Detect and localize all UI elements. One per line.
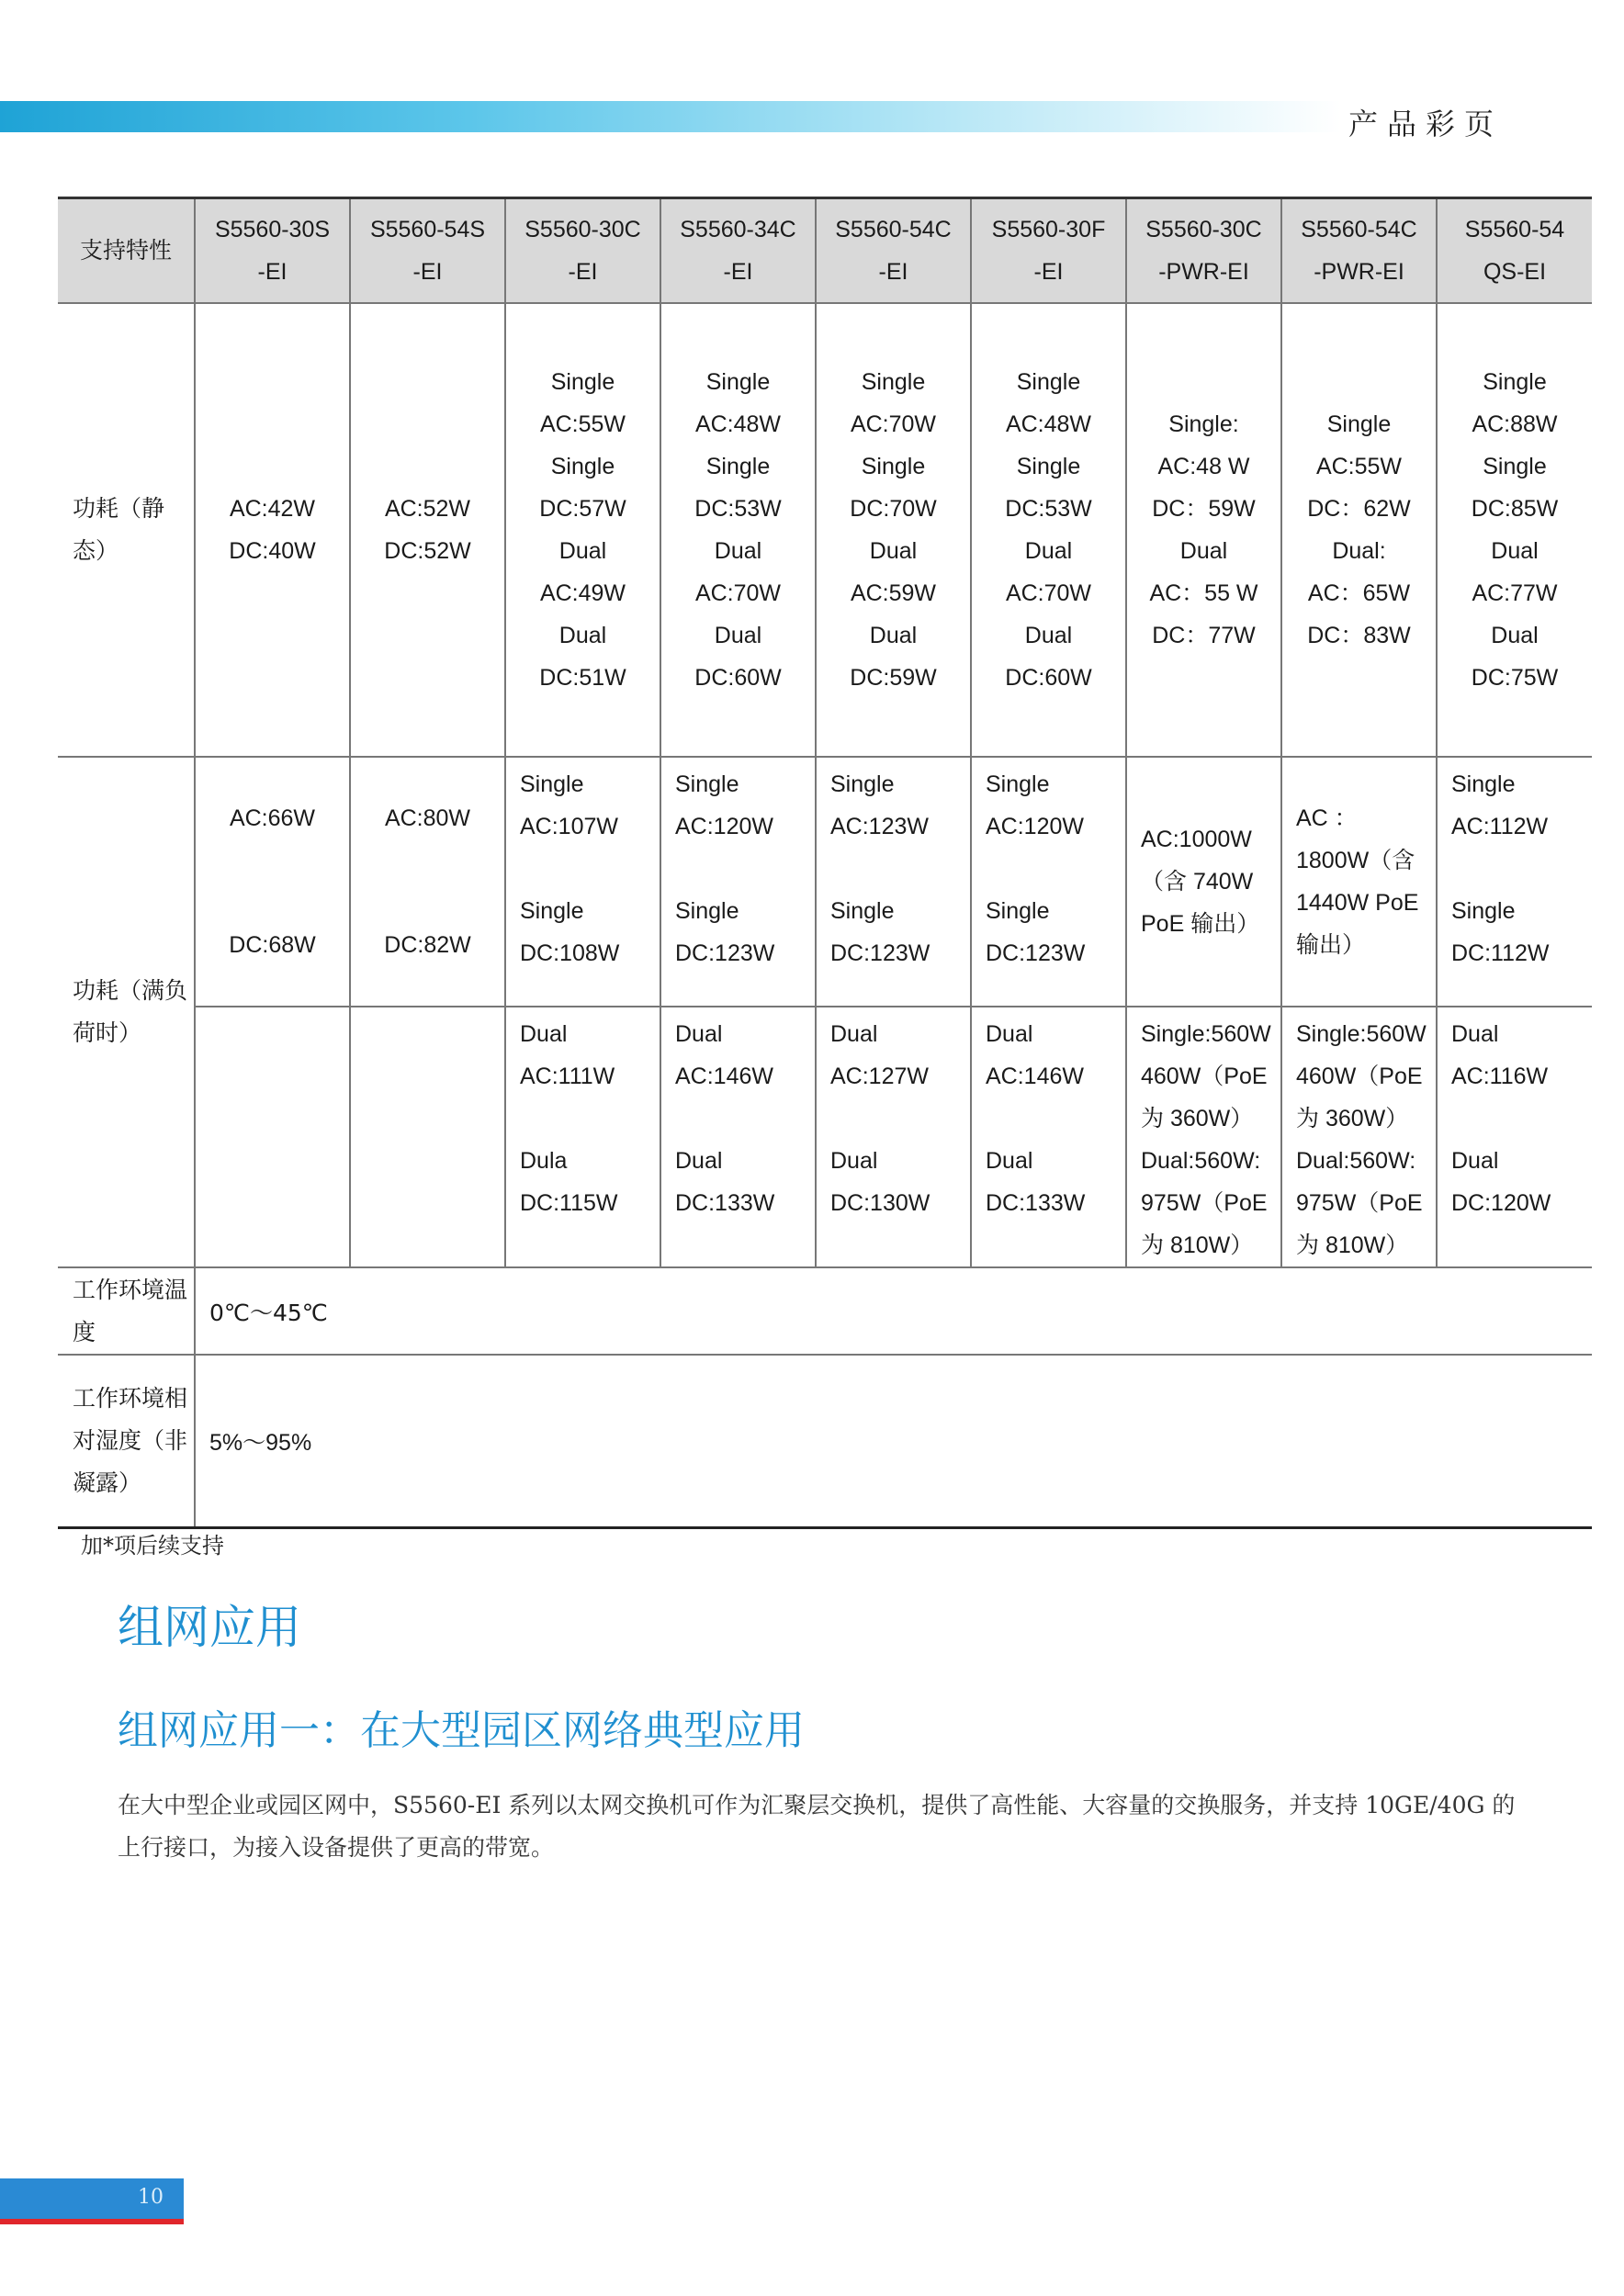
cell-line: AC:48 W bbox=[1157, 454, 1250, 479]
cell-line: Dual bbox=[520, 1021, 568, 1047]
cell-line: AC:116W bbox=[1451, 1064, 1549, 1089]
cell-line: AC:66W bbox=[229, 805, 316, 831]
footer-red-line bbox=[0, 2219, 184, 2224]
cell-line: 输出） bbox=[1296, 932, 1366, 958]
cell-line: DC:70W bbox=[850, 496, 937, 522]
static-power-cell bbox=[1437, 303, 1592, 757]
cell-line: Dual bbox=[714, 538, 762, 564]
subsection-title: 组网应用一：在大型园区网络典型应用 bbox=[118, 1707, 805, 1754]
cell-line: AC:107W bbox=[520, 814, 618, 839]
cell-line bbox=[675, 848, 815, 890]
cell-line: Dual bbox=[714, 623, 762, 648]
static-power-cell bbox=[505, 303, 660, 757]
cell-line: Dual bbox=[558, 623, 607, 648]
full-load-cell bbox=[195, 1007, 350, 1267]
cell-line bbox=[351, 839, 504, 882]
full-load-cell bbox=[350, 1007, 505, 1267]
cell-line: AC:70W bbox=[694, 580, 782, 606]
cell-line: 为 810W） bbox=[1296, 1232, 1409, 1258]
cell-line: DC:60W bbox=[1005, 665, 1092, 691]
model-header bbox=[660, 198, 816, 304]
cell-line: DC:57W bbox=[539, 496, 626, 522]
cell-line: Dual bbox=[1024, 538, 1073, 564]
cell-line: 为 360W） bbox=[1141, 1106, 1254, 1131]
full-load-power-row-1 bbox=[58, 757, 1592, 1007]
spec-table bbox=[58, 197, 1592, 1529]
cell-line: Dual:560W: bbox=[1141, 1148, 1261, 1174]
body-paragraph: 在大中型企业或园区网中，S5560-EI 系列以太网交换机可作为汇聚层交换机，提供了高性能、大容量的交换服务，并支持 10GE/40G 的上行接口，为接入设备提供了更高的带宽。 bbox=[118, 1792, 1516, 1861]
cell-line: DC:123W bbox=[675, 940, 775, 966]
cell-line: DC:82W bbox=[384, 932, 471, 958]
cell-line: DC:133W bbox=[986, 1190, 1086, 1216]
cell-line: DC:120W bbox=[1451, 1190, 1551, 1216]
model-header bbox=[1126, 198, 1281, 304]
humidity-row bbox=[58, 1355, 1592, 1527]
cell-line: DC:51W bbox=[539, 665, 626, 691]
humidity-label: 工作环境相对湿度（非凝露） bbox=[58, 1355, 195, 1527]
cell-line: DC:53W bbox=[1005, 496, 1092, 522]
cell-line: -EI bbox=[878, 259, 908, 285]
model-header bbox=[816, 198, 971, 304]
cell-line: AC:48W bbox=[694, 411, 782, 437]
cell-line: Single bbox=[1483, 369, 1547, 395]
cell-line: 1440W PoE bbox=[1296, 890, 1419, 916]
cell-line: DC:112W bbox=[1451, 940, 1550, 966]
cell-line bbox=[986, 848, 1125, 890]
cell-line: Single bbox=[1016, 369, 1081, 395]
cell-line: 460W（PoE bbox=[1296, 1064, 1423, 1089]
full-load-cell bbox=[660, 1007, 816, 1267]
cell-line: -EI bbox=[723, 259, 753, 285]
cell-line: Single bbox=[520, 898, 584, 924]
header-title: 产品彩页 bbox=[1348, 107, 1504, 141]
cell-line: 1800W（含 bbox=[1296, 848, 1415, 873]
cell-line: DC:133W bbox=[675, 1190, 775, 1216]
cell-line: -EI bbox=[1033, 259, 1064, 285]
cell-line: Single bbox=[675, 898, 739, 924]
cell-line: AC:123W bbox=[830, 814, 929, 839]
cell-line: Dual:560W: bbox=[1296, 1148, 1416, 1174]
cell-line: DC:60W bbox=[694, 665, 782, 691]
cell-line: Single bbox=[1451, 898, 1516, 924]
cell-line: Dula bbox=[520, 1148, 568, 1174]
cell-line: Dual bbox=[986, 1021, 1033, 1047]
cell-line: Single bbox=[861, 454, 926, 479]
cell-line: AC：55 W bbox=[1149, 580, 1258, 606]
static-power-cell bbox=[660, 303, 816, 757]
cell-line bbox=[830, 1097, 970, 1140]
full-load-cell bbox=[1126, 1007, 1281, 1267]
section-title: 组网应用 bbox=[118, 1601, 301, 1654]
full-load-cell bbox=[1437, 1007, 1592, 1267]
cell-line: Dual bbox=[986, 1148, 1033, 1174]
cell-line: Dual bbox=[1024, 623, 1073, 648]
cell-line bbox=[830, 848, 970, 890]
cell-line: AC:80W bbox=[384, 805, 471, 831]
cell-line: DC:115W bbox=[520, 1190, 618, 1216]
cell-line: Single:560W bbox=[1296, 1021, 1427, 1047]
cell-line: DC:130W bbox=[830, 1190, 930, 1216]
cell-line: Dual bbox=[869, 623, 918, 648]
cell-line: 为 360W） bbox=[1296, 1106, 1409, 1131]
cell-line: -PWR-EI bbox=[1314, 259, 1404, 285]
cell-line: Dual bbox=[1451, 1148, 1499, 1174]
cell-line: DC:40W bbox=[229, 538, 316, 564]
cell-line: Single bbox=[550, 454, 615, 479]
cell-line: Single bbox=[861, 369, 926, 395]
full-load-cell bbox=[1126, 757, 1281, 1007]
cell-line: DC:68W bbox=[229, 932, 316, 958]
cell-line: Single bbox=[520, 771, 584, 797]
cell-line: Dual bbox=[869, 538, 918, 564]
cell-line bbox=[1451, 848, 1592, 890]
cell-line: Dual bbox=[830, 1148, 878, 1174]
static-power-cell bbox=[1126, 303, 1281, 757]
full-load-power-row-2 bbox=[58, 1007, 1592, 1267]
cell-line: DC:123W bbox=[830, 940, 930, 966]
cell-line: Single bbox=[830, 898, 895, 924]
cell-line: AC:112W bbox=[1451, 814, 1549, 839]
cell-line bbox=[196, 839, 349, 882]
cell-line: S5560-54C bbox=[835, 217, 952, 242]
cell-line: DC：83W bbox=[1307, 623, 1411, 648]
full-load-cell bbox=[660, 757, 816, 1007]
cell-line: DC:59W bbox=[850, 665, 937, 691]
cell-line: AC:49W bbox=[539, 580, 626, 606]
static-power-label: 功耗（静态） bbox=[58, 303, 195, 757]
full-load-cell bbox=[971, 757, 1126, 1007]
cell-line: AC:59W bbox=[850, 580, 937, 606]
cell-line: AC ： bbox=[1296, 805, 1358, 831]
cell-line: Single bbox=[986, 898, 1050, 924]
cell-line: AC:127W bbox=[830, 1064, 929, 1089]
cell-line: Dual bbox=[558, 538, 607, 564]
cell-line: Single bbox=[705, 454, 771, 479]
temperature-row bbox=[58, 1267, 1592, 1355]
model-header bbox=[1437, 198, 1592, 304]
cell-line: S5560-30F bbox=[991, 217, 1106, 242]
cell-line: AC:55W bbox=[539, 411, 626, 437]
cell-line bbox=[196, 882, 349, 924]
cell-line: AC:146W bbox=[675, 1064, 773, 1089]
header-gradient-bar bbox=[0, 101, 1341, 132]
cell-line: AC:42W bbox=[229, 496, 316, 522]
full-load-cell bbox=[350, 757, 505, 1007]
cell-line: -EI bbox=[412, 259, 443, 285]
model-header bbox=[1281, 198, 1437, 304]
cell-line: Single bbox=[1326, 411, 1392, 437]
cell-line: AC：65W bbox=[1307, 580, 1411, 606]
full-load-cell bbox=[505, 757, 660, 1007]
cell-line: Single bbox=[830, 771, 895, 797]
cell-line: Dual: bbox=[1332, 538, 1386, 564]
cell-line: DC:52W bbox=[384, 538, 471, 564]
cell-line bbox=[986, 1097, 1125, 1140]
cell-line: DC：62W bbox=[1307, 496, 1411, 522]
cell-line: Single bbox=[1451, 771, 1516, 797]
full-load-cell bbox=[971, 1007, 1126, 1267]
cell-line: AC:120W bbox=[675, 814, 773, 839]
model-header bbox=[971, 198, 1126, 304]
full-load-cell bbox=[816, 1007, 971, 1267]
cell-line: AC:55W bbox=[1315, 454, 1403, 479]
cell-line: Single bbox=[550, 369, 615, 395]
cell-line: AC:70W bbox=[1005, 580, 1092, 606]
cell-line: DC:75W bbox=[1471, 665, 1559, 691]
model-header bbox=[195, 198, 350, 304]
cell-line: DC:85W bbox=[1471, 496, 1559, 522]
cell-line bbox=[520, 848, 660, 890]
static-power-cell bbox=[816, 303, 971, 757]
cell-line: AC:77W bbox=[1472, 580, 1558, 606]
cell-line: 为 810W） bbox=[1141, 1232, 1254, 1258]
full-load-cell bbox=[1437, 757, 1592, 1007]
cell-line: Single bbox=[1483, 454, 1547, 479]
cell-line bbox=[520, 1097, 660, 1140]
cell-line: Single bbox=[705, 369, 771, 395]
page-number: 10 bbox=[138, 2186, 164, 2209]
cell-line: DC：59W bbox=[1152, 496, 1256, 522]
cell-line: S5560-30S bbox=[214, 217, 331, 242]
model-header bbox=[505, 198, 660, 304]
cell-line: Dual bbox=[1491, 538, 1539, 564]
cell-line: Dual bbox=[1451, 1021, 1499, 1047]
cell-line: S5560-54S bbox=[369, 217, 486, 242]
cell-line: Dual bbox=[675, 1148, 723, 1174]
cell-line: 975W（PoE bbox=[1296, 1190, 1423, 1216]
cell-line bbox=[675, 1097, 815, 1140]
static-power-cell bbox=[1281, 303, 1437, 757]
cell-line: 460W（PoE bbox=[1141, 1064, 1268, 1089]
cell-line bbox=[351, 882, 504, 924]
table-header-row bbox=[58, 198, 1592, 304]
cell-line: Dual bbox=[1491, 623, 1539, 648]
footnote: 加*项后续支持 bbox=[81, 1533, 224, 1559]
cell-line: DC：77W bbox=[1152, 623, 1256, 648]
full-load-cell bbox=[1281, 1007, 1437, 1267]
cell-line: 975W（PoE bbox=[1141, 1190, 1268, 1216]
cell-line: DC:123W bbox=[986, 940, 1086, 966]
cell-line: -PWR-EI bbox=[1158, 259, 1249, 285]
cell-line: -EI bbox=[257, 259, 288, 285]
cell-line: Dual bbox=[675, 1021, 723, 1047]
feature-header: 支持特性 bbox=[58, 198, 195, 304]
cell-line: AC:146W bbox=[986, 1064, 1084, 1089]
cell-line: AC:70W bbox=[850, 411, 937, 437]
cell-line: QS-EI bbox=[1483, 259, 1547, 285]
cell-line: Single bbox=[1016, 454, 1081, 479]
full-load-cell bbox=[505, 1007, 660, 1267]
full-load-cell bbox=[1281, 757, 1437, 1007]
cell-line: AC:52W bbox=[384, 496, 471, 522]
cell-line bbox=[1451, 1097, 1592, 1140]
static-power-cell bbox=[350, 303, 505, 757]
cell-line: （含 740W bbox=[1141, 869, 1254, 895]
model-header bbox=[350, 198, 505, 304]
cell-line: S5560-34C bbox=[680, 217, 796, 242]
cell-line: AC:111W bbox=[520, 1064, 615, 1089]
cell-line: -EI bbox=[568, 259, 598, 285]
cell-line: Dual bbox=[830, 1021, 878, 1047]
cell-line: Single: bbox=[1168, 411, 1239, 437]
full-load-cell bbox=[195, 757, 350, 1007]
full-load-cell bbox=[816, 757, 971, 1007]
humidity-value: 5%～95% bbox=[195, 1355, 1592, 1527]
static-power-cell bbox=[971, 303, 1126, 757]
cell-line: AC:120W bbox=[986, 814, 1084, 839]
temperature-value: 0℃～45℃ bbox=[195, 1267, 1592, 1355]
cell-line: PoE 输出） bbox=[1141, 911, 1260, 937]
cell-line: AC:1000W bbox=[1141, 827, 1252, 852]
static-power-cell bbox=[195, 303, 350, 757]
cell-line: S5560-30C bbox=[524, 217, 641, 242]
cell-line: S5560-54C bbox=[1301, 217, 1417, 242]
cell-line: S5560-30C bbox=[1145, 217, 1262, 242]
cell-line: DC:108W bbox=[520, 940, 620, 966]
cell-line: S5560-54 bbox=[1464, 217, 1565, 242]
cell-line: AC:88W bbox=[1472, 411, 1558, 437]
cell-line: Single bbox=[675, 771, 739, 797]
cell-line: Dual bbox=[1179, 538, 1228, 564]
cell-line: AC:48W bbox=[1005, 411, 1092, 437]
cell-line: Single bbox=[986, 771, 1050, 797]
temperature-label: 工作环境温度 bbox=[58, 1267, 195, 1355]
static-power-row bbox=[58, 303, 1592, 757]
cell-line: DC:53W bbox=[694, 496, 782, 522]
cell-line: Single:560W bbox=[1141, 1021, 1271, 1047]
full-load-power-label: 功耗（满负荷时） bbox=[58, 757, 195, 1267]
